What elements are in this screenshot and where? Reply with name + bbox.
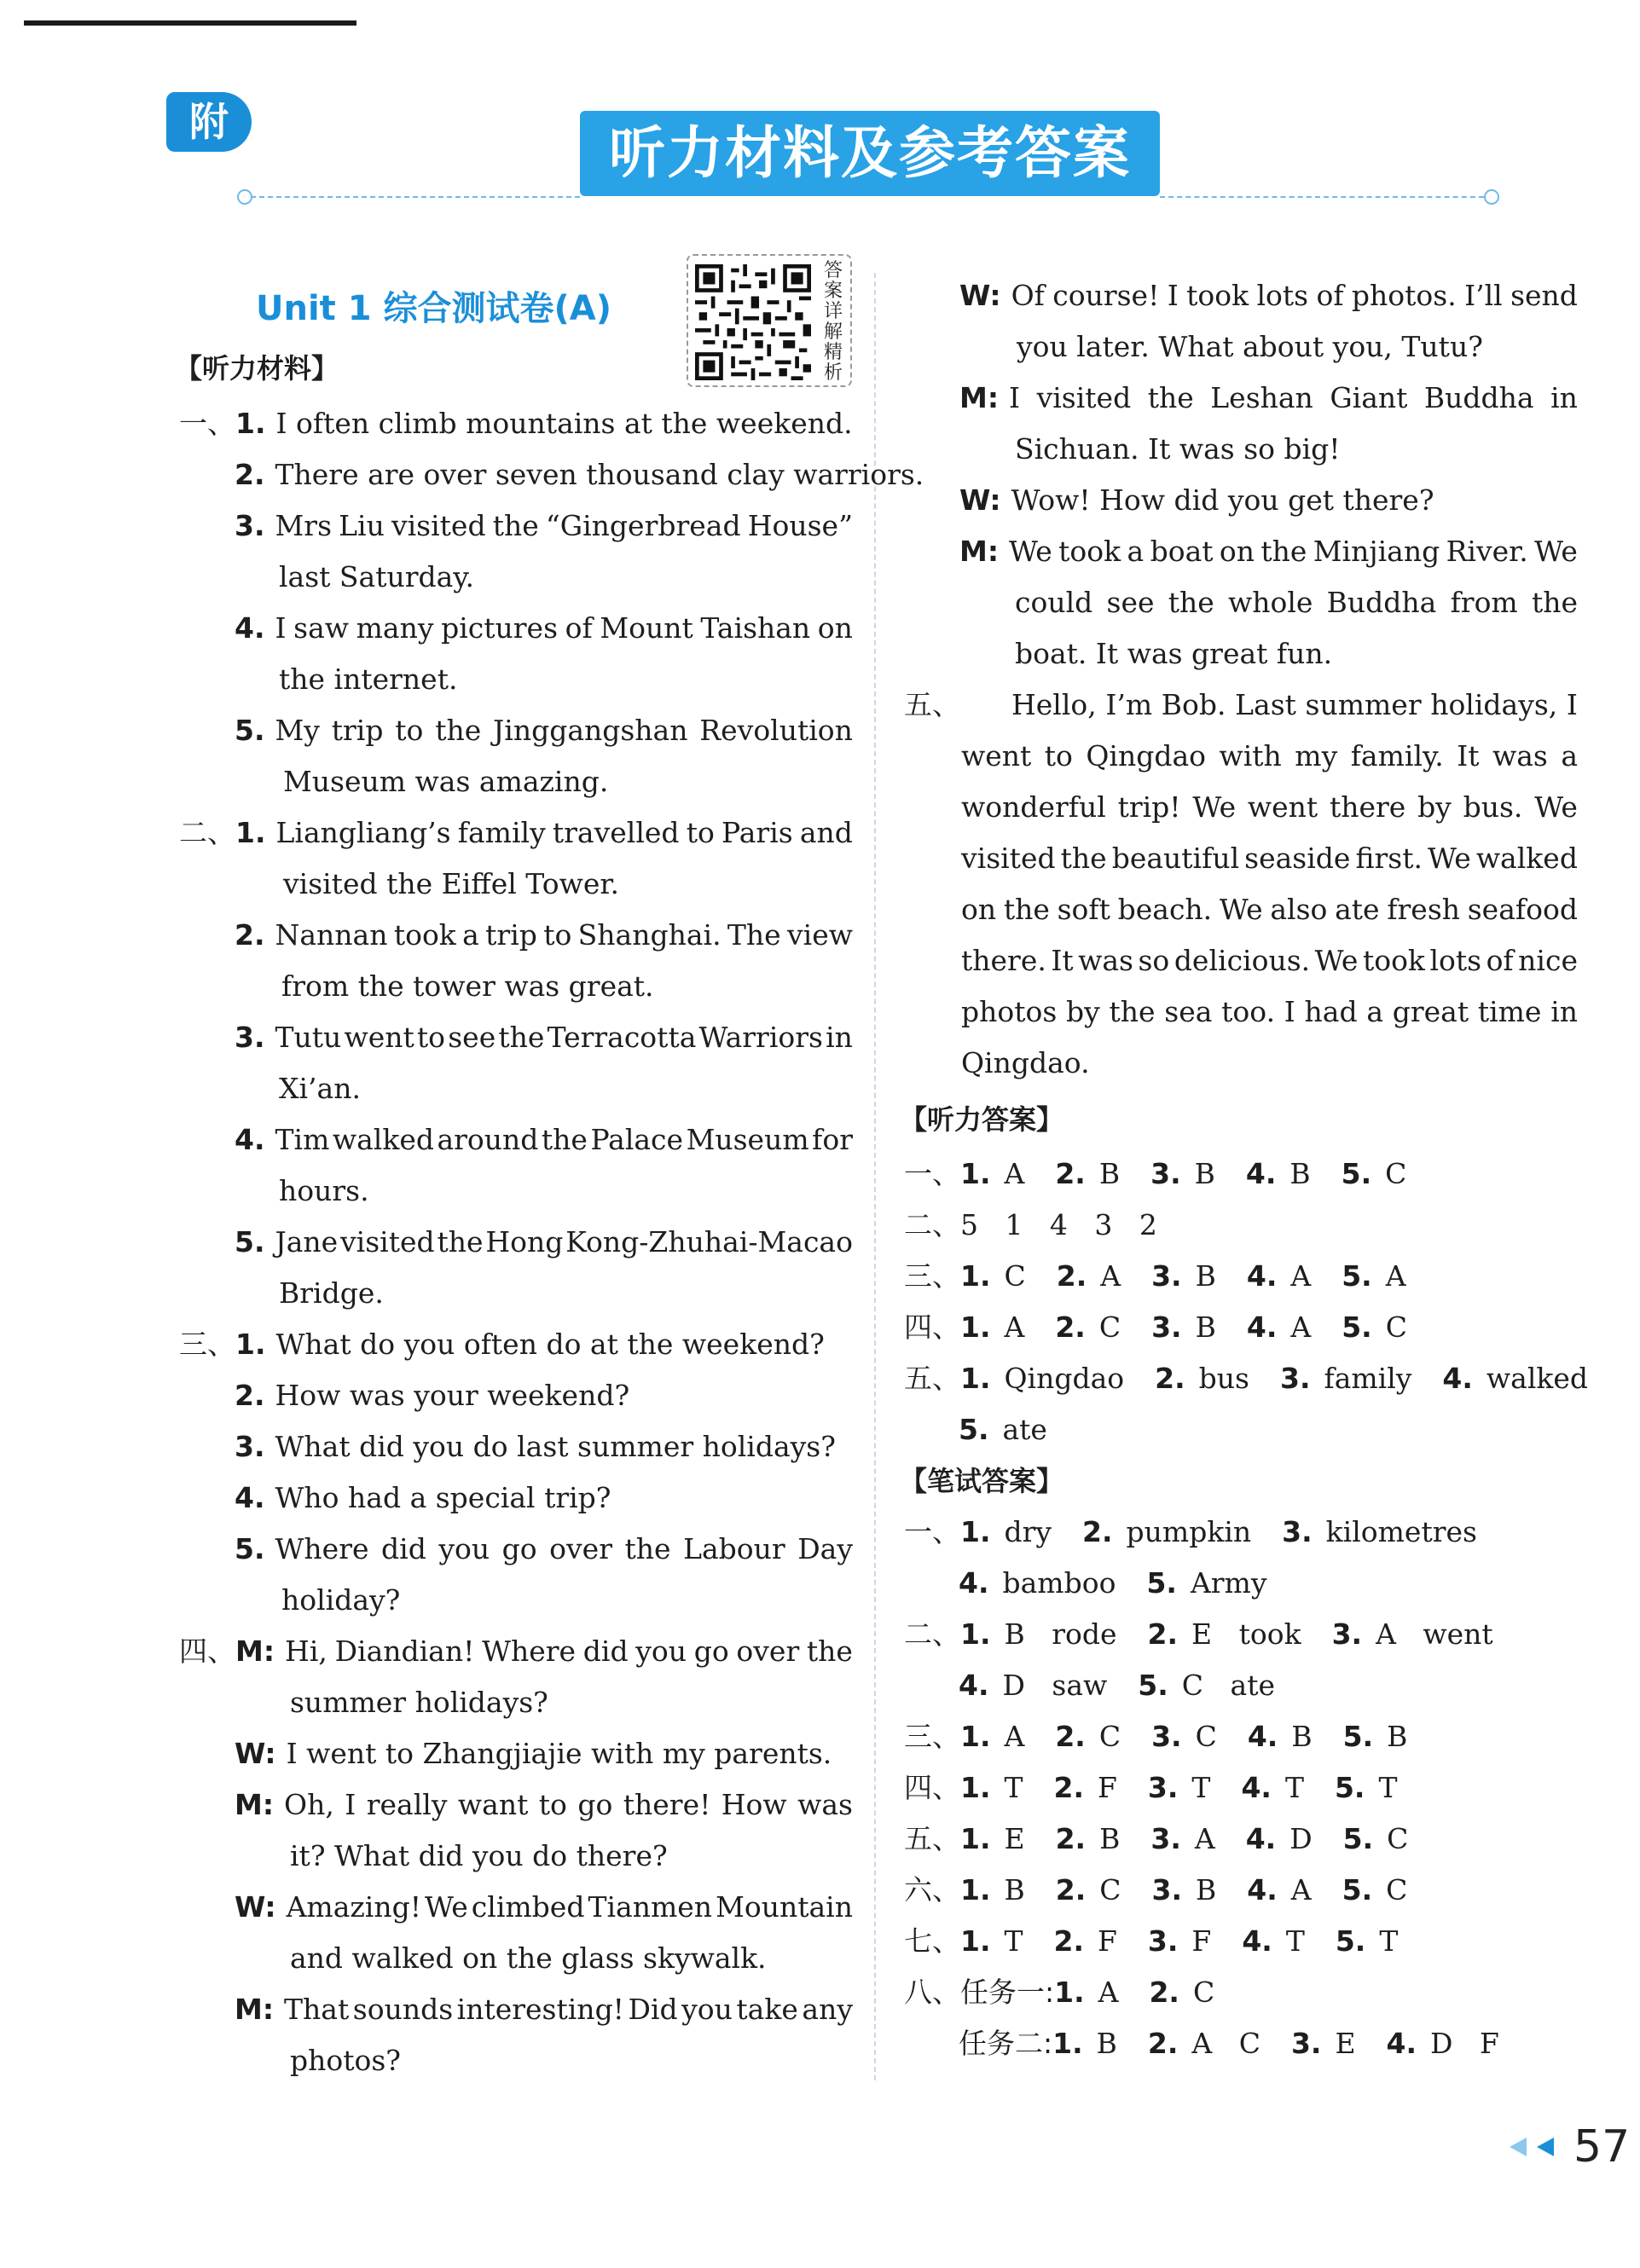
text-line bbox=[961, 1046, 1578, 1080]
answer-value: C bbox=[1004, 1259, 1026, 1293]
answer-value: B bbox=[1196, 1873, 1217, 1906]
line-text: 5 1 4 3 2 bbox=[960, 1208, 1157, 1241]
answer-number: 1. bbox=[960, 1362, 991, 1395]
line-text: Bridge. bbox=[279, 1276, 384, 1310]
unit-title: Unit 1 综合测试卷(A) bbox=[256, 289, 611, 328]
line-text: I went to Zhangjiajie with my parents. bbox=[286, 1737, 832, 1770]
answer-value: C bbox=[1099, 1873, 1121, 1906]
text-line bbox=[279, 560, 853, 594]
answer-value: Army bbox=[1190, 1566, 1267, 1600]
item-number: 4. bbox=[235, 1481, 265, 1514]
answer-value: B bbox=[1004, 1873, 1025, 1906]
line-text: Nannan took a trip to Shanghai. The view bbox=[275, 918, 853, 952]
answer-number: 5. bbox=[1146, 1566, 1177, 1600]
answer-number: 5. bbox=[1342, 1720, 1374, 1753]
answer-value: B bbox=[1291, 1720, 1313, 1753]
answer-value: C bbox=[1385, 1310, 1407, 1344]
text-line bbox=[904, 1208, 1578, 1242]
answer-number: 4. bbox=[1246, 1310, 1278, 1344]
answer-number: 5. bbox=[1342, 1310, 1372, 1344]
answer-value: C ate bbox=[1181, 1669, 1275, 1702]
answer-row bbox=[904, 1924, 1428, 1958]
answer-number: 1. bbox=[960, 1157, 991, 1190]
answer-row bbox=[959, 2027, 1530, 2061]
section-marker: 一、 bbox=[904, 1515, 960, 1548]
text-line bbox=[961, 893, 1578, 927]
section-heading: 【笔试答案】 bbox=[900, 1465, 1064, 1497]
line-text: Sichuan. It was so big! bbox=[1015, 432, 1341, 466]
text-line bbox=[235, 1737, 853, 1771]
answer-number: 4. bbox=[1386, 2027, 1417, 2060]
answer-value: D bbox=[1289, 1822, 1313, 1855]
item-number: 5. bbox=[235, 1532, 265, 1565]
text-line bbox=[235, 458, 924, 492]
section-marker: 二、 bbox=[904, 1208, 960, 1241]
answer-value: A bbox=[1290, 1873, 1312, 1906]
answer-value: A bbox=[1290, 1310, 1312, 1344]
line-text: Mrs Liu visited the “Gingerbread House” bbox=[275, 509, 853, 542]
section-marker: 四、 bbox=[179, 1634, 235, 1668]
answer-number: 5. bbox=[1335, 1924, 1366, 1958]
text-line bbox=[961, 944, 1578, 978]
answer-number: 2. bbox=[1053, 1924, 1085, 1958]
page-title: 听力材料及参考答案 bbox=[580, 111, 1160, 196]
answer-value: A bbox=[1100, 1259, 1121, 1293]
answer-row bbox=[959, 1566, 1298, 1600]
text-line bbox=[281, 1583, 853, 1617]
item-number: 1. bbox=[235, 816, 266, 849]
answer-value: F bbox=[1098, 1924, 1117, 1958]
answer-value: B bbox=[1099, 1822, 1121, 1855]
answer-number: 5. bbox=[959, 1413, 989, 1446]
answer-value: E took bbox=[1191, 1617, 1301, 1651]
top-rule bbox=[24, 20, 356, 26]
answer-value: dry bbox=[1004, 1515, 1052, 1548]
answer-value: C bbox=[1192, 1976, 1215, 2009]
answer-number: 5. bbox=[1342, 1822, 1374, 1855]
text-line bbox=[290, 1941, 853, 1976]
line-text: summer holidays? bbox=[290, 1686, 548, 1719]
answer-number: 1. bbox=[1054, 1976, 1085, 2009]
text-line bbox=[235, 611, 853, 645]
item-number: W: bbox=[235, 1890, 276, 1924]
item-number: W: bbox=[959, 483, 1001, 517]
answer-number: 2. bbox=[1147, 2027, 1179, 2060]
answer-number: 3. bbox=[1151, 1259, 1182, 1293]
text-line bbox=[290, 1839, 853, 1873]
answer-value: B bbox=[1289, 1157, 1311, 1190]
text-line bbox=[179, 407, 853, 441]
text-line bbox=[290, 2044, 853, 2078]
text-line bbox=[179, 816, 853, 850]
line-text: My trip to the Jinggangshan Revolution bbox=[275, 714, 853, 747]
section-marker: 四、 bbox=[904, 1310, 960, 1344]
line-text: and walked on the glass skywalk. bbox=[290, 1941, 767, 1975]
answer-value: B bbox=[1194, 1157, 1215, 1190]
answer-number: 1. bbox=[960, 1310, 991, 1344]
answer-value: A went bbox=[1376, 1617, 1493, 1651]
line-text: from the tower was great. bbox=[281, 969, 654, 1003]
answer-number: 3. bbox=[1331, 1617, 1363, 1651]
answer-number: 5. bbox=[1341, 1157, 1372, 1190]
answer-value: bus bbox=[1198, 1362, 1249, 1395]
answer-number: 3. bbox=[1279, 1362, 1311, 1395]
line-text: last Saturday. bbox=[279, 560, 475, 593]
line-text: holiday? bbox=[281, 1583, 401, 1617]
section-marker: 二、 bbox=[904, 1617, 960, 1651]
answer-value: ate bbox=[1002, 1413, 1047, 1446]
answer-row bbox=[904, 1310, 1438, 1345]
text-line bbox=[235, 918, 853, 952]
answer-value: T bbox=[1191, 1771, 1211, 1804]
text-line bbox=[281, 969, 853, 1004]
section-marker: 六、 bbox=[904, 1873, 960, 1906]
answer-value: pumpkin bbox=[1126, 1515, 1252, 1548]
text-line bbox=[959, 279, 1578, 313]
answer-number: 4. bbox=[1247, 1873, 1278, 1906]
answer-number: 3. bbox=[1147, 1771, 1179, 1804]
line-text: photos? bbox=[290, 2044, 402, 2077]
dash-line-right-dot bbox=[1484, 189, 1499, 205]
answer-value: walked bbox=[1486, 1362, 1589, 1395]
line-text: Qingdao. bbox=[961, 1046, 1090, 1079]
line-text: Of course! I took lots of photos. I’ll send bbox=[1011, 279, 1578, 312]
page-number: 57 bbox=[1573, 2121, 1631, 2173]
answer-value: E bbox=[1004, 1822, 1025, 1855]
answer-row bbox=[904, 1720, 1438, 1754]
line-text: there. It was so delicious. We took lots of nice bbox=[961, 944, 1578, 977]
section-marker: 四、 bbox=[904, 1771, 960, 1804]
line-text: Who had a special trip? bbox=[275, 1481, 611, 1514]
answer-number: 2. bbox=[1149, 1976, 1179, 2009]
text-line bbox=[235, 1993, 853, 2027]
answer-row bbox=[904, 1822, 1439, 1856]
answer-number: 5. bbox=[1138, 1669, 1168, 1702]
answer-value: F bbox=[1098, 1771, 1117, 1804]
line-text: Jane visited the Hong Kong-Zhuhai-Macao bbox=[275, 1225, 853, 1258]
text-line bbox=[1015, 432, 1578, 466]
answer-value: Qingdao bbox=[1004, 1362, 1125, 1395]
section-marker: 二、 bbox=[179, 816, 235, 849]
line-text: What do you often do at the weekend? bbox=[275, 1328, 825, 1361]
qr-code-icon bbox=[695, 264, 811, 380]
line-text: I saw many pictures of Mount Taishan on bbox=[275, 611, 853, 645]
line-text: Amazing! We climbed Tianmen Mountain bbox=[286, 1890, 853, 1924]
item-number: 5. bbox=[235, 1225, 265, 1258]
answer-value: B bbox=[1387, 1720, 1408, 1753]
line-text: visited the beautiful seaside first. We walked bbox=[961, 842, 1578, 875]
answer-value: A bbox=[1290, 1259, 1312, 1293]
item-number: M: bbox=[235, 1788, 275, 1821]
answer-value: bamboo bbox=[1002, 1566, 1116, 1600]
line-text: photos by the sea too. I had a great time in bbox=[961, 995, 1578, 1028]
line-text: Hello, I’m Bob. Last summer holidays, I bbox=[1011, 688, 1578, 721]
answer-row bbox=[904, 1771, 1428, 1805]
section-marker: 五、 bbox=[904, 688, 960, 721]
answer-row bbox=[904, 1976, 1245, 2010]
text-line bbox=[279, 662, 853, 697]
answer-number: 3. bbox=[1151, 1310, 1182, 1344]
item-number: 4. bbox=[235, 611, 265, 645]
answer-number: 1. bbox=[960, 1515, 991, 1548]
answer-number: 3. bbox=[1150, 1822, 1181, 1855]
answer-row bbox=[904, 1515, 1508, 1549]
answer-value: A C bbox=[1191, 2027, 1260, 2060]
text-line bbox=[279, 1174, 853, 1208]
answer-value: A bbox=[1004, 1720, 1025, 1753]
text-line bbox=[235, 1788, 853, 1822]
line-text: Hi, Diandian! Where did you go over the bbox=[285, 1634, 853, 1668]
item-number: 5. bbox=[235, 714, 265, 747]
answer-value: C bbox=[1386, 1873, 1408, 1906]
line-text: How was your weekend? bbox=[275, 1379, 630, 1412]
answer-number: 4. bbox=[1242, 1924, 1272, 1958]
text-line bbox=[961, 739, 1578, 773]
column-divider bbox=[874, 273, 876, 2080]
section-marker: 三、 bbox=[904, 1720, 960, 1753]
section-marker: 五、 bbox=[904, 1822, 960, 1855]
line-text: What did you do last summer holidays? bbox=[275, 1430, 836, 1463]
text-line bbox=[179, 1634, 853, 1669]
text-line bbox=[235, 1123, 853, 1157]
answer-value: family bbox=[1324, 1362, 1412, 1395]
line-text: I often climb mountains at the weekend. bbox=[275, 407, 853, 440]
answer-number: 3. bbox=[1151, 1720, 1182, 1753]
line-text: the internet. bbox=[279, 662, 458, 696]
item-number: W: bbox=[959, 279, 1001, 312]
item-number: 1. bbox=[235, 1328, 266, 1361]
answer-value: C bbox=[1387, 1822, 1409, 1855]
answer-number: 5. bbox=[1342, 1873, 1373, 1906]
answer-row bbox=[904, 1157, 1437, 1191]
text-line bbox=[961, 842, 1578, 876]
answer-value: F bbox=[1191, 1924, 1212, 1958]
text-line bbox=[235, 1532, 853, 1566]
answer-value: T bbox=[1004, 1924, 1023, 1958]
item-number: 2. bbox=[235, 918, 265, 952]
answer-value: T bbox=[1379, 1924, 1399, 1958]
answer-value: A bbox=[1004, 1157, 1025, 1190]
answer-value: C bbox=[1098, 1310, 1121, 1344]
item-number: 3. bbox=[235, 1430, 265, 1463]
answer-value: C bbox=[1385, 1157, 1407, 1190]
line-text: you later. What about you, Tutu? bbox=[1017, 330, 1483, 363]
text-line bbox=[279, 1072, 853, 1106]
answer-number: 1. bbox=[1052, 2027, 1083, 2060]
answer-number: 2. bbox=[1082, 1515, 1113, 1548]
line-text: Wow! How did you get there? bbox=[1011, 483, 1434, 517]
answer-number: 1. bbox=[960, 1720, 991, 1753]
page-arrow-icon bbox=[1501, 2136, 1561, 2158]
section-marker: 一、 bbox=[904, 1157, 960, 1190]
line-text: wonderful trip! We went there by bus. We bbox=[961, 790, 1578, 824]
line-text: went to Qingdao with my family. It was a bbox=[961, 739, 1578, 772]
answer-number: 2. bbox=[1055, 1822, 1087, 1855]
answer-row bbox=[904, 1362, 1619, 1396]
answer-number: 3. bbox=[1282, 1515, 1313, 1548]
answer-number: 2. bbox=[1055, 1720, 1086, 1753]
text-line bbox=[235, 1481, 853, 1515]
appendix-tag: 附 bbox=[166, 92, 252, 152]
section-marker: 五、 bbox=[904, 1362, 960, 1395]
answer-value: A bbox=[1385, 1259, 1406, 1293]
text-line bbox=[283, 765, 853, 799]
line-text: hours. bbox=[279, 1174, 369, 1207]
answer-number: 3. bbox=[1290, 2027, 1322, 2060]
section-heading: 【听力材料】 bbox=[175, 352, 339, 385]
item-number: 1. bbox=[235, 407, 266, 440]
text-line bbox=[235, 1021, 853, 1055]
answer-number: 4. bbox=[1247, 1720, 1278, 1753]
line-text: it? What did you do there? bbox=[290, 1839, 668, 1872]
answer-number: 1. bbox=[960, 1617, 991, 1651]
item-number: M: bbox=[959, 381, 1000, 414]
answer-row bbox=[959, 1413, 1078, 1447]
line-text: Tim walked around the Palace Museum for bbox=[275, 1123, 853, 1156]
answer-number: 2. bbox=[1155, 1362, 1185, 1395]
item-number: 3. bbox=[235, 509, 265, 542]
dash-line-left bbox=[251, 196, 580, 198]
answer-number: 4. bbox=[1241, 1771, 1272, 1804]
answer-value: B bbox=[1195, 1310, 1216, 1344]
item-number: 2. bbox=[235, 1379, 265, 1412]
text-line bbox=[283, 867, 853, 901]
item-number: W: bbox=[235, 1737, 276, 1770]
line-text: Oh, I really want to go there! How was bbox=[284, 1788, 853, 1821]
answer-number: 2. bbox=[1056, 1259, 1087, 1293]
line-text: Museum was amazing. bbox=[283, 765, 609, 798]
text-line bbox=[235, 714, 853, 748]
line-text: I visited the Leshan Giant Buddha in bbox=[1009, 381, 1578, 414]
line-text: Liangliang’s family travelled to Paris and bbox=[275, 816, 853, 849]
answer-value: kilometres bbox=[1325, 1515, 1477, 1548]
answer-row bbox=[904, 1617, 1524, 1652]
answer-value: B bbox=[1096, 2027, 1117, 2060]
answer-value: C bbox=[1195, 1720, 1217, 1753]
answer-number: 4. bbox=[959, 1566, 989, 1600]
text-line bbox=[959, 381, 1578, 415]
line-text: could see the whole Buddha from the bbox=[1015, 586, 1578, 619]
answer-value: T bbox=[1004, 1771, 1023, 1804]
text-line bbox=[235, 509, 853, 543]
answer-value: D F bbox=[1430, 2027, 1499, 2060]
answer-number: 4. bbox=[1442, 1362, 1473, 1395]
answer-number: 3. bbox=[1150, 1157, 1181, 1190]
section-marker: 一、 bbox=[179, 407, 235, 440]
line-text: Tutu went to see the Terracotta Warriors in bbox=[275, 1021, 853, 1054]
text-line bbox=[235, 1225, 853, 1259]
answer-number: 5. bbox=[1342, 1259, 1372, 1293]
answer-number: 5. bbox=[1334, 1771, 1365, 1804]
text-line bbox=[1017, 330, 1578, 364]
section-marker: 三、 bbox=[904, 1259, 960, 1293]
item-number: 2. bbox=[235, 458, 265, 491]
answer-number: 3. bbox=[1151, 1873, 1183, 1906]
answer-number: 2. bbox=[1147, 1617, 1179, 1651]
answer-number: 4. bbox=[959, 1669, 989, 1702]
answer-number: 2. bbox=[1055, 1157, 1086, 1190]
answer-value: B bbox=[1195, 1259, 1216, 1293]
answer-number: 4. bbox=[1245, 1822, 1277, 1855]
section-heading: 【听力答案】 bbox=[900, 1103, 1064, 1136]
answer-number: 4. bbox=[1246, 1259, 1278, 1293]
qr-code-panel[interactable] bbox=[687, 254, 852, 387]
answer-value: A bbox=[1004, 1310, 1025, 1344]
line-text: We took a boat on the Minjiang River. We bbox=[1009, 535, 1578, 568]
item-number: M: bbox=[235, 1993, 275, 2026]
answer-number: 1. bbox=[960, 1259, 991, 1293]
dash-line-right bbox=[1160, 196, 1484, 198]
answer-value: E bbox=[1335, 2027, 1356, 2060]
answer-value: A bbox=[1098, 1976, 1119, 2009]
answer-value: T bbox=[1378, 1771, 1398, 1804]
answer-value: B rode bbox=[1004, 1617, 1117, 1651]
answer-value: D saw bbox=[1002, 1669, 1108, 1702]
section-marker: 三、 bbox=[179, 1328, 235, 1361]
answer-number: 1. bbox=[960, 1873, 991, 1906]
item-number: M: bbox=[959, 535, 1000, 568]
item-number: 4. bbox=[235, 1123, 265, 1156]
section-marker: 任务二: bbox=[959, 2027, 1053, 2060]
text-line bbox=[290, 1686, 853, 1720]
text-line bbox=[959, 535, 1578, 569]
answer-number: 4. bbox=[1245, 1157, 1277, 1190]
answer-value: T bbox=[1285, 1924, 1305, 1958]
text-line bbox=[1015, 586, 1578, 620]
text-line bbox=[279, 1276, 853, 1310]
answer-value: T bbox=[1284, 1771, 1304, 1804]
answer-number: 1. bbox=[960, 1924, 991, 1958]
text-line bbox=[959, 483, 1578, 518]
answer-number: 3. bbox=[1147, 1924, 1179, 1958]
text-line bbox=[235, 1379, 853, 1413]
text-line bbox=[961, 995, 1578, 1029]
section-marker: 八、任务一: bbox=[904, 1976, 1055, 2009]
section-marker: 七、 bbox=[904, 1924, 960, 1958]
answer-value: B bbox=[1098, 1157, 1121, 1190]
answer-row bbox=[904, 1873, 1438, 1907]
text-line bbox=[235, 1890, 853, 1924]
answer-number: 2. bbox=[1055, 1873, 1087, 1906]
text-line bbox=[179, 1328, 853, 1362]
answer-number: 1. bbox=[960, 1822, 991, 1855]
answer-value: A bbox=[1194, 1822, 1215, 1855]
answer-number: 2. bbox=[1053, 1771, 1085, 1804]
line-text: visited the Eiffel Tower. bbox=[283, 867, 620, 900]
line-text: Xi’an. bbox=[279, 1072, 361, 1105]
line-text: There are over seven thousand clay warriors. bbox=[275, 458, 924, 491]
text-line bbox=[961, 790, 1578, 824]
answer-row bbox=[959, 1669, 1306, 1703]
answer-value: C bbox=[1098, 1720, 1121, 1753]
line-text: Where did you go over the Labour Day bbox=[275, 1532, 853, 1565]
item-number: M: bbox=[235, 1634, 275, 1668]
item-number: 3. bbox=[235, 1021, 265, 1054]
line-text: on the soft beach. We also ate fresh seafood bbox=[961, 893, 1578, 926]
line-text: That sounds interesting! Did you take any bbox=[284, 1993, 853, 2026]
qr-caption: 答案详解精析 bbox=[823, 260, 843, 384]
text-line bbox=[1015, 637, 1578, 671]
answer-number: 1. bbox=[960, 1771, 991, 1804]
text-line bbox=[235, 1430, 853, 1464]
answer-row bbox=[904, 1259, 1437, 1293]
line-text: boat. It was great fun. bbox=[1015, 637, 1333, 670]
text-line bbox=[904, 688, 1578, 722]
answer-number: 2. bbox=[1055, 1310, 1086, 1344]
